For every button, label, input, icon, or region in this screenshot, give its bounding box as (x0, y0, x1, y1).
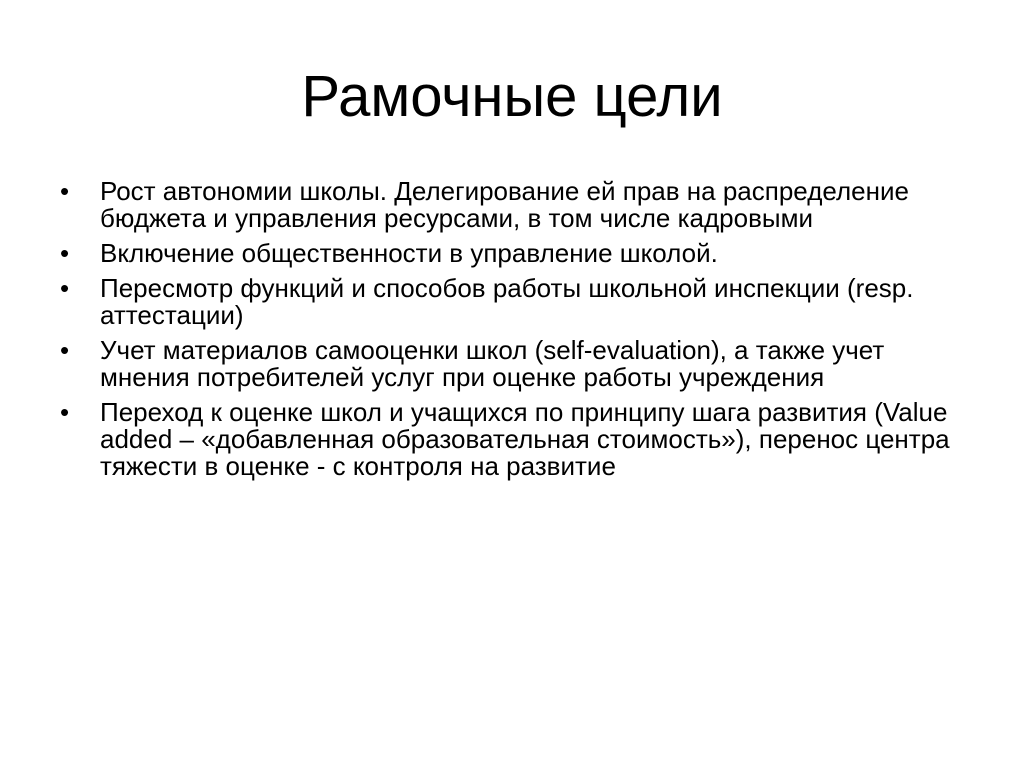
bullet-text: Включение общественности в управление школой. (100, 238, 718, 268)
bullet-text: Учет материалов самооценки школ (self-evaluation), а также учет мнения потребителей услуг при оценке работы учреждения (100, 335, 885, 392)
bullet-text: Переход к оценке школ и учащихся по принципу шага развития (Value added – «добавленная образовательная стоимость»), перенос центра тяжести в оценке - с контроля на развитие (100, 397, 950, 481)
bullet-text: Пересмотр функций и способов работы школьной инспекции (resp. аттестации) (100, 273, 914, 330)
bullet-marker: • (60, 397, 70, 427)
bullet-marker: • (60, 335, 70, 365)
bullet-marker: • (60, 273, 70, 303)
bullet-item (60, 275, 980, 329)
bullet-list (60, 178, 980, 488)
bullet-marker: • (60, 176, 70, 206)
slide-title: Рамочные цели (301, 64, 723, 129)
bullet-item (60, 178, 980, 232)
bullet-marker: • (60, 238, 70, 268)
bullet-item (60, 240, 980, 267)
bullet-item (60, 399, 980, 480)
bullet-text: Рост автономии школы. Делегирование ей прав на распределение бюджета и управления ресурсами, в том числе кадровыми (100, 176, 909, 233)
bullet-item (60, 337, 980, 391)
